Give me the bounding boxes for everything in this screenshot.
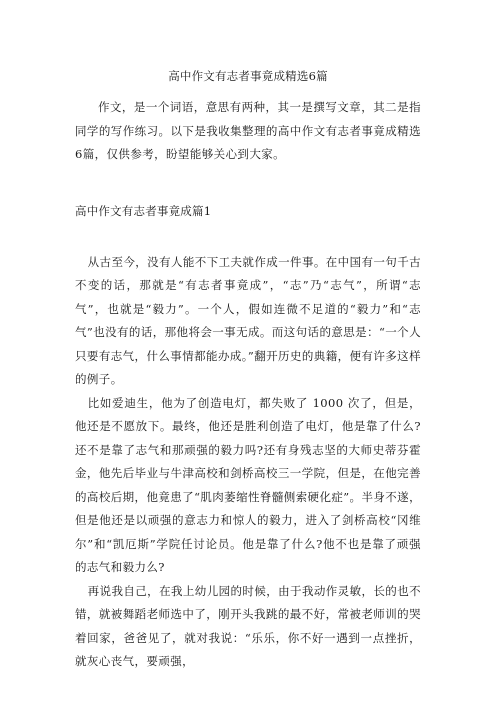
intro-paragraph: 作文，是一个词语，意思有两种，其一是撰写文章，其二是指同学的写作练习。以下是我收集整理的高中作文有志者事竟成精选6篇，仅供参考，盼望能够关心到大家。 xyxy=(75,100,421,161)
document-title: 高中作文有志者事竟成精选6篇 xyxy=(168,69,328,83)
body-paragraph-1: 从古至今，没有人能不下工夫就作成一件事。在中国有一句千古不变的话，那就是“有志者事竟成”，“志”乃“志气”，所谓“志气”，也就是“毅力”。一个人，假如连微不足道的“毅力”和“志气”也没有的话，那他将会一事无成。而这句话的意思是：“一个人只要有志气，什么事情都能办成。”翻开历史的典籍，便有许多这样的例子。 xyxy=(75,254,421,386)
section-heading: 高中作文有志者事竟成篇1 xyxy=(75,203,212,218)
body-paragraph-2: 比如爱迪生，他为了创造电灯，都失败了 1000 次了，但是，他还是不愿放下。最终，他还是胜利创造了电灯，他是靠了什么?还不是靠了志气和那顽强的毅力吗?还有身残志坚的大师史蒂芬霍金，他先后毕业与牛津高校和剑桥高校三一学院，但是，在他完善的高校后期，他竟患了“肌肉萎缩性脊髓侧索硬化症”。半身不遂，但是他还是以顽强的意志力和惊人的毅力，进入了剑桥高校“冈维尔”和“凯厄斯”学院任讨论员。他是靠了什么?他不也是靠了顽强的志气和毅力么? xyxy=(75,395,421,574)
body-paragraph-3: 再说我自己，在我上幼儿园的时候，由于我动作灵敏，长的也不错，就被舞蹈老师选中了，刚开头我跳的最不好，常被老师训的哭着回家，爸爸见了，就对我说：“乐乐，你不好一遇到一点挫折，就灰心丧气，要顽强， xyxy=(75,583,421,668)
